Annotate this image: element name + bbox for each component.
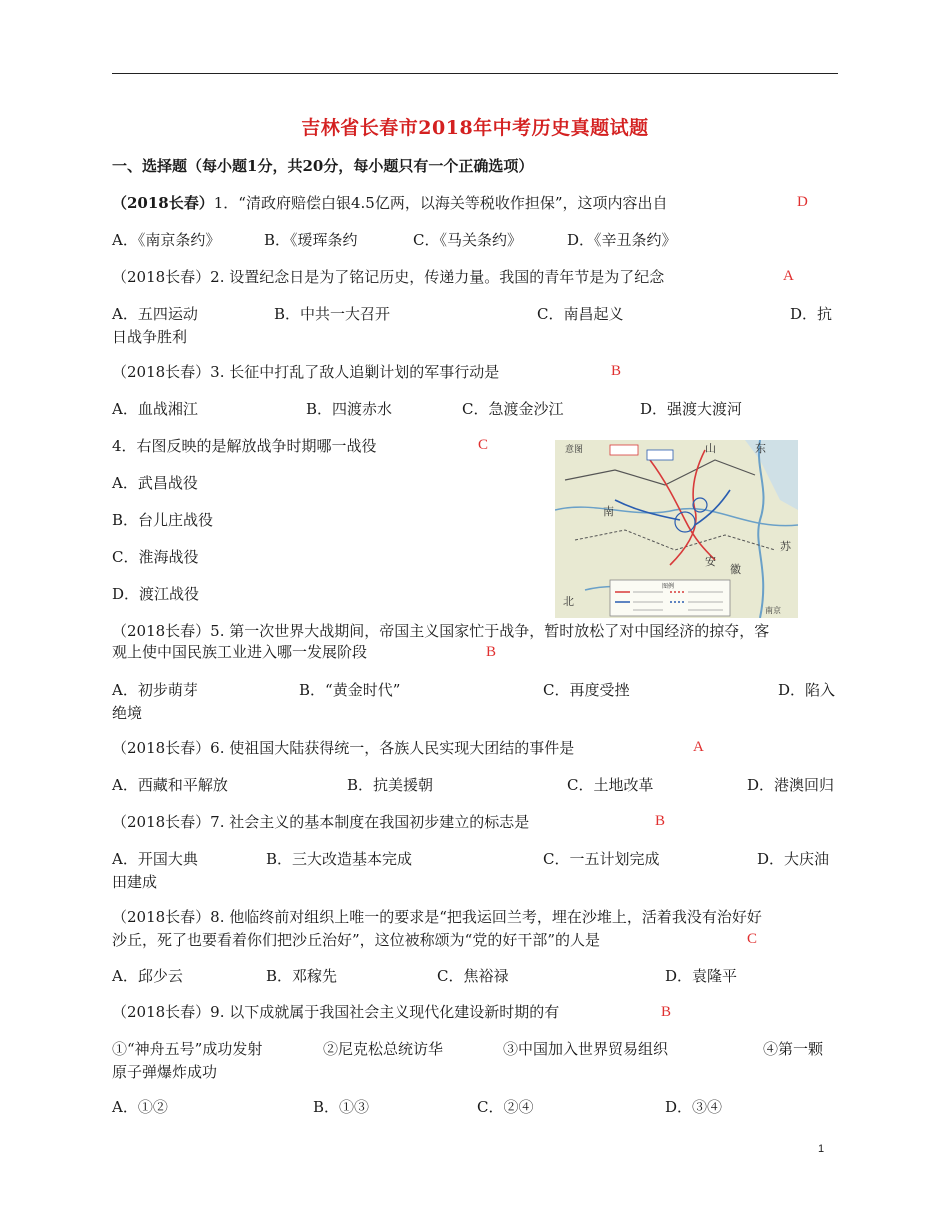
q7-answer: B: [655, 813, 666, 829]
q9-option-a: A．①②: [112, 1098, 168, 1116]
q9-stem: （2018长春）9. 以下成就属于我国社会主义现代化建设新时期的有: [112, 1003, 560, 1021]
q1-text: 1．“清政府赔偿白银4.5亿两，以海关等税收作担保”，这项内容出自: [213, 194, 668, 212]
q7-option-d-cont: 田建成: [112, 873, 158, 891]
map-label-an: 安: [705, 555, 716, 568]
q6-option-b: B．抗美援朝: [347, 776, 434, 794]
q1-prefix: （2018长春）: [112, 194, 214, 212]
q9-option-d: D．③④: [665, 1098, 723, 1116]
map-label-nanjing: 南京: [765, 606, 781, 615]
q2-option-d: D．抗: [790, 305, 833, 323]
q2-option-d-cont: 日战争胜利: [112, 328, 188, 346]
battle-map-image: [555, 440, 798, 618]
q8-option-d: D．袁隆平: [665, 967, 738, 985]
q6-option-c: C．土地改革: [567, 776, 654, 794]
section-heading: 一、选择题（每小题1分，共20分，每小题只有一个正确选项）: [112, 157, 534, 175]
q9-item-3: ③中国加入世界贸易组织: [503, 1040, 669, 1058]
page-number: 1: [818, 1143, 825, 1155]
q9-item-4-cont: 原子弹爆炸成功: [112, 1063, 218, 1081]
q7-option-d: D．大庆油: [757, 850, 830, 868]
q2-stem: （2018长春）2. 设置纪念日是为了铭记历史，传递力量。我国的青年节是为了纪念: [112, 268, 665, 286]
map-label-dong: 东: [755, 442, 766, 455]
q7-option-c: C．一五计划完成: [543, 850, 660, 868]
q4-answer: C: [478, 437, 489, 453]
q5-answer: B: [486, 644, 497, 660]
map-drawing: [555, 440, 798, 618]
q4-stem: 4．右图反映的是解放战争时期哪一战役: [112, 437, 377, 455]
map-label-bei: 北: [563, 595, 574, 608]
q1-option-b: B．《瑷珲条约: [264, 231, 358, 249]
q9-item-2: ②尼克松总统访华: [323, 1040, 444, 1058]
q3-option-b: B．四渡赤水: [306, 400, 393, 418]
map-label-yitu: 意图: [565, 445, 584, 455]
map-label-su: 苏: [780, 540, 791, 553]
q9-item-4: ④第一颗: [763, 1040, 824, 1058]
q7-stem: （2018长春）7. 社会主义的基本制度在我国初步建立的标志是: [112, 813, 530, 831]
q8-option-a: A．邱少云: [112, 967, 183, 985]
q6-answer: A: [693, 739, 704, 755]
q2-option-b: B．中共一大召开: [274, 305, 391, 323]
q5-stem-line2: 观上使中国民族工业进入哪一发展阶段: [112, 643, 368, 661]
q2-option-a: A．五四运动: [112, 305, 198, 323]
map-label-hui: 徽: [730, 563, 741, 576]
q8-option-c: C．焦裕禄: [437, 967, 509, 985]
q3-answer: B: [611, 363, 622, 379]
q2-option-c: C．南昌起义: [537, 305, 624, 323]
q8-answer: C: [747, 931, 758, 947]
q8-stem-line2: 沙丘，死了也要看着你们把沙丘治好”，这位被称颂为“党的好干部”的人是: [112, 931, 601, 949]
q1-option-a: A．《南京条约》: [112, 231, 221, 249]
q6-option-d: D．港澳回归: [747, 776, 835, 794]
top-rule: [112, 73, 838, 74]
map-label-nan: 南: [603, 505, 614, 518]
q2-answer: A: [783, 268, 794, 284]
q4-option-c: C．淮海战役: [112, 548, 199, 566]
q5-option-a: A．初步萌芽: [112, 681, 198, 699]
q1-option-d: D．《辛丑条约》: [567, 231, 677, 249]
q3-option-c: C．急渡金沙江: [462, 400, 564, 418]
q9-answer: B: [661, 1004, 672, 1020]
page-title: 吉林省长春市2018年中考历史真题试题: [301, 117, 649, 139]
q3-option-d: D．强渡大渡河: [640, 400, 743, 418]
q9-item-1: ①“神舟五号”成功发射: [112, 1040, 263, 1058]
map-legend-title: 图例: [662, 583, 675, 590]
q5-stem-line1: （2018长春）5. 第一次世界大战期间，帝国主义国家忙于战争，暂时放松了对中国经济的掠夺，客: [112, 622, 770, 640]
q7-option-b: B．三大改造基本完成: [266, 850, 413, 868]
q4-option-a: A．武昌战役: [112, 474, 198, 492]
q5-option-c: C．再度受挫: [543, 681, 630, 699]
q1-answer: D: [797, 194, 808, 210]
q3-stem: （2018长春）3. 长征中打乱了敌人追剿计划的军事行动是: [112, 363, 500, 381]
q8-option-b: B．邓稼先: [266, 967, 338, 985]
q1-option-c: C．《马关条约》: [413, 231, 522, 249]
q5-option-d: D．陷入: [778, 681, 836, 699]
q3-option-a: A．血战湘江: [112, 400, 198, 418]
q6-stem: （2018长春）6. 使祖国大陆获得统一，各族人民实现大团结的事件是: [112, 739, 575, 757]
q1-stem: [112, 192, 668, 214]
map-label-shan: 山: [705, 442, 716, 455]
q7-option-a: A．开国大典: [112, 850, 198, 868]
q9-option-c: C．②④: [477, 1098, 534, 1116]
q9-option-b: B．①③: [313, 1098, 370, 1116]
q4-option-b: B．台儿庄战役: [112, 511, 214, 529]
q5-option-d-cont: 绝境: [112, 704, 143, 722]
q4-option-d: D．渡江战役: [112, 585, 200, 603]
q5-option-b: B．“黄金时代”: [299, 681, 401, 699]
q8-stem-line1: （2018长春）8. 他临终前对组织上唯一的要求是“把我运回兰考，埋在沙堆上，活着我没有治好好: [112, 908, 762, 926]
q6-option-a: A．西藏和平解放: [112, 776, 228, 794]
